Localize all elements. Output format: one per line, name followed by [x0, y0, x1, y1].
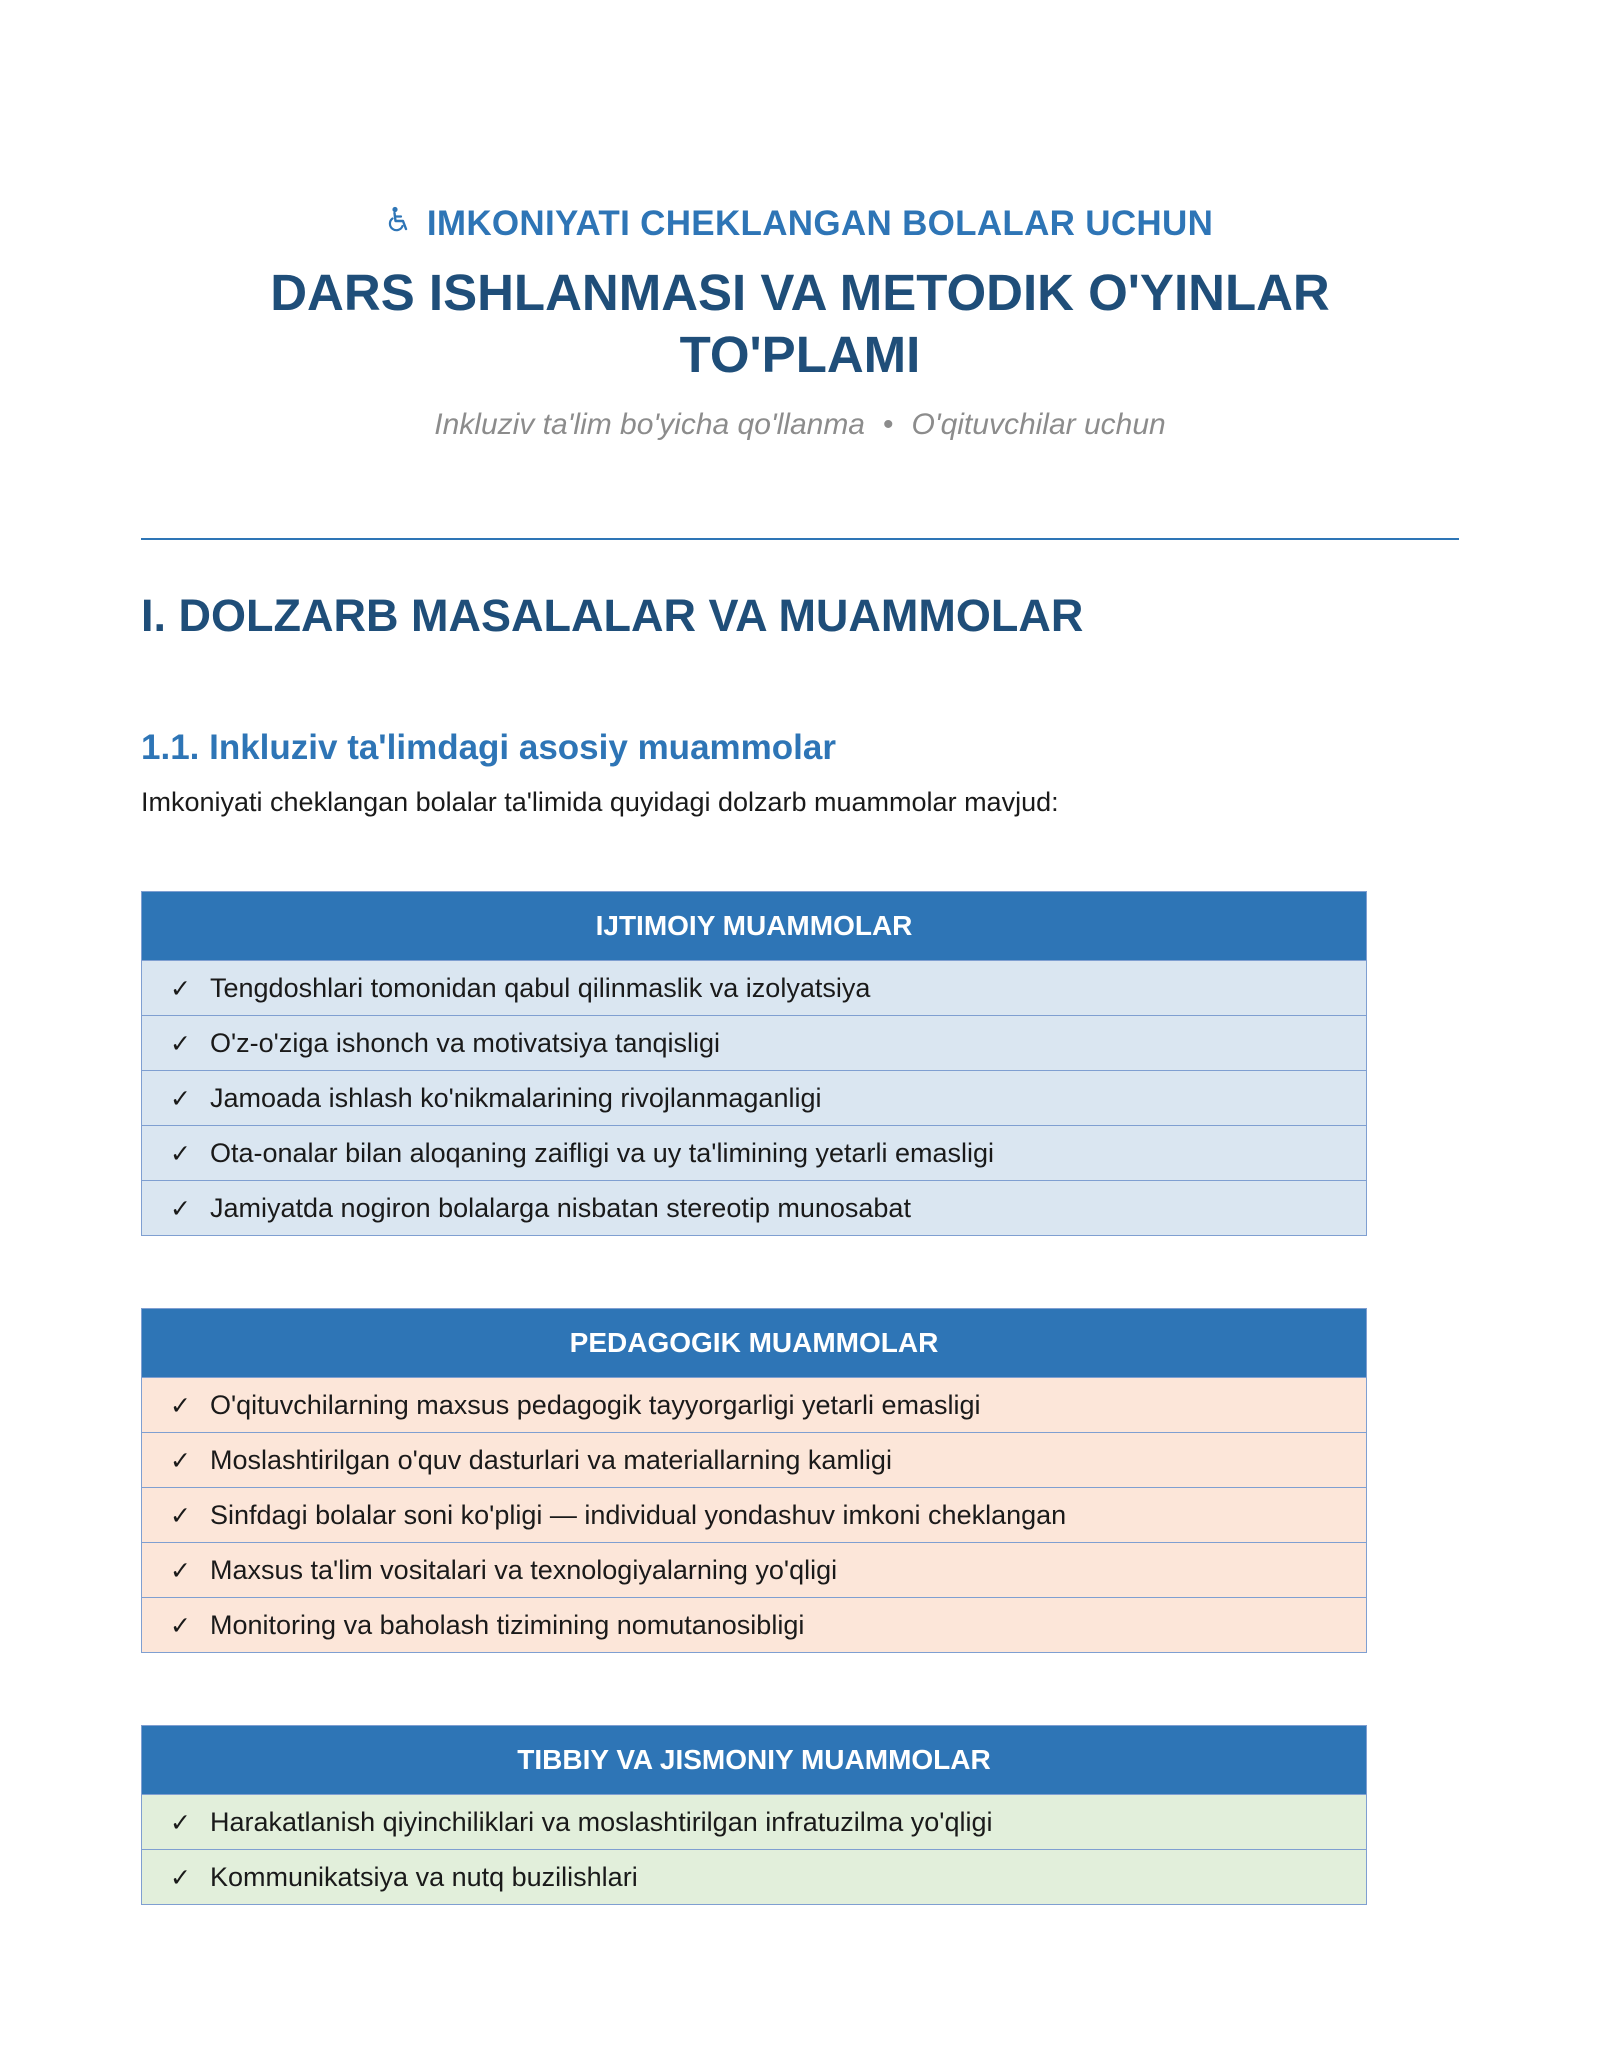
check-icon: ✓: [170, 1611, 191, 1640]
list-item-text: Monitoring va baholash tizimining nomutanosibligi: [210, 1610, 805, 1640]
check-icon: ✓: [170, 1446, 191, 1475]
check-icon: ✓: [170, 1029, 191, 1058]
list-item: [142, 1849, 1366, 1904]
wheelchair-icon: [387, 203, 411, 243]
list-item: [142, 960, 1366, 1015]
social-problems-box: [141, 891, 1367, 1236]
check-icon: ✓: [170, 974, 191, 1003]
list-item-text: Tengdoshlari tomonidan qabul qilinmaslik va izolyatsiya: [210, 973, 871, 1003]
list-item-text: O'qituvchilarning maxsus pedagogik tayyorgarligi yetarli emasligi: [210, 1390, 981, 1420]
box-header: PEDAGOGIK MUAMMOLAR: [142, 1309, 1366, 1377]
box-header: TIBBIY VA JISMONIY MUAMMOLAR: [142, 1726, 1366, 1794]
list-item-text: Jamoada ishlash ko'nikmalarining rivojlanmaganligi: [210, 1083, 822, 1113]
list-item: [142, 1432, 1366, 1487]
pedagogical-problems-box: [141, 1308, 1367, 1653]
intro-paragraph: Imkoniyati cheklangan bolalar ta'limida quyidagi dolzarb muammolar mavjud:: [141, 787, 1059, 817]
subtitle-left: Inkluziv ta'lim bo'yicha qo'llanma: [434, 408, 865, 441]
check-icon: ✓: [170, 1084, 191, 1113]
list-item: [142, 1070, 1366, 1125]
check-icon: ✓: [170, 1139, 191, 1168]
list-item-text: Harakatlanish qiyinchiliklari va moslashtirilgan infratuzilma yo'qligi: [210, 1807, 993, 1837]
medical-physical-problems-box: [141, 1725, 1367, 1905]
list-item: [142, 1377, 1366, 1432]
list-item-text: Jamiyatda nogiron bolalarga nisbatan stereotip munosabat: [210, 1193, 911, 1223]
list-item: [142, 1794, 1366, 1849]
list-item: [142, 1597, 1366, 1652]
check-icon: ✓: [170, 1194, 191, 1223]
subtitle-separator: •: [883, 408, 894, 441]
header-divider: [141, 538, 1459, 540]
list-item: [142, 1015, 1366, 1070]
list-item: [142, 1487, 1366, 1542]
check-icon: ✓: [170, 1556, 191, 1585]
list-item-text: Sinfdagi bolalar soni ko'pligi — individual yondashuv imkoni cheklangan: [210, 1500, 1067, 1530]
box-header: IJTIMOIY MUAMMOLAR: [142, 892, 1366, 960]
subsection-title: 1.1. Inkluziv ta'limdagi asosiy muammolar: [141, 728, 836, 767]
check-icon: ✓: [170, 1863, 191, 1892]
list-item-text: Moslashtirilgan o'quv dasturlari va materiallarning kamligi: [210, 1445, 892, 1475]
check-icon: ✓: [170, 1808, 191, 1837]
check-icon: ✓: [170, 1501, 191, 1530]
document-title: DARS ISHLANMASI VA METODIK O'YINLAR TO'PLAMI: [270, 264, 1330, 383]
document-subtitle: [0, 408, 1600, 442]
list-item-text: O'z-o'ziga ishonch va motivatsiya tanqisligi: [210, 1028, 721, 1058]
section-title: I. DOLZARB MASALALAR VA MUAMMOLAR: [141, 590, 1084, 641]
kicker-text: IMKONIYATI CHEKLANGAN BOLALAR UCHUN: [426, 204, 1214, 243]
list-item: [142, 1125, 1366, 1180]
check-icon: ✓: [170, 1391, 191, 1420]
subtitle-right: O'qituvchilar uchun: [911, 408, 1166, 441]
kicker: [0, 204, 1600, 244]
list-item-text: Maxsus ta'lim vositalari va texnologiyalarning yo'qligi: [210, 1555, 838, 1585]
list-item-text: Ota-onalar bilan aloqaning zaifligi va uy ta'limining yetarli emasligi: [210, 1138, 995, 1168]
list-item: [142, 1180, 1366, 1235]
list-item-text: Kommunikatsiya va nutq buzilishlari: [210, 1862, 638, 1892]
list-item: [142, 1542, 1366, 1597]
